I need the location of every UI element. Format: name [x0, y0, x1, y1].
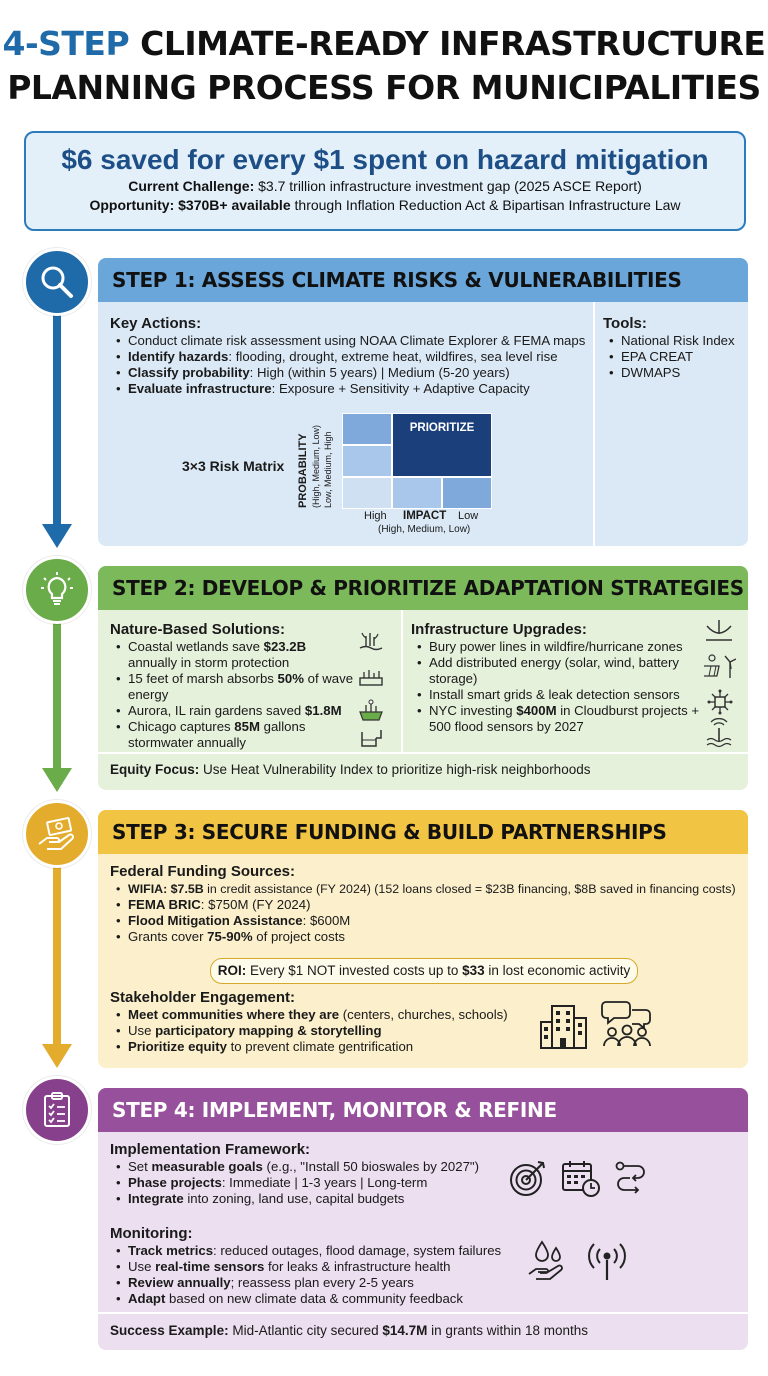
- list-item: • WIFIA: $7.5B in credit assistance (FY 2024) (152 loans closed = $23B financing, $8B saved in financing costs): [110, 881, 740, 897]
- list-item: • Phase projects: Immediate | 1-3 years | Long-term: [110, 1175, 530, 1191]
- savings-banner: [24, 131, 746, 231]
- step1-badge: [23, 248, 91, 316]
- equity-label: Equity Focus:: [110, 762, 200, 777]
- list-item: • Set measurable goals (e.g., "Install 50 bioswales by 2027"): [110, 1159, 530, 1175]
- list-item: • Use participatory mapping & storytelling: [110, 1023, 540, 1039]
- list-item: • Adapt based on new climate data & community feedback: [110, 1291, 540, 1307]
- monitoring: [110, 1224, 540, 1307]
- list-item: • NYC investing $400M in Cloudburst projects + 500 flood sensors by 2027: [411, 703, 701, 735]
- list-item: • FEMA BRIC: $750M (FY 2024): [110, 897, 740, 913]
- key-actions-list: [110, 333, 590, 397]
- step2-badge: [23, 556, 91, 624]
- step1-divider: [593, 302, 595, 546]
- step4-badge: [23, 1076, 91, 1144]
- lightbulb-icon: [37, 570, 77, 610]
- list-item: • Meet communities where they are (centers, churches, schools): [110, 1007, 540, 1023]
- list-item: • Flood Mitigation Assistance: $600M: [110, 913, 740, 929]
- matrix-x-title: IMPACT: [403, 510, 447, 522]
- tool-item: • EPA CREAT: [603, 349, 743, 365]
- list-item: • Install smart grids & leak detection sensors: [411, 687, 701, 703]
- step2-rail: [53, 610, 61, 770]
- list-item: • Bury power lines in wildfire/hurricane zones: [411, 639, 701, 655]
- stakeholder-list: [110, 1007, 540, 1055]
- clipboard-checklist-icon: [38, 1090, 76, 1130]
- step1-tools: [603, 314, 743, 381]
- tools-title: Tools:: [603, 315, 647, 332]
- challenge-label: Current Challenge:: [128, 178, 255, 194]
- implementation-framework: [110, 1140, 530, 1207]
- buried-cable-icon: [704, 618, 734, 644]
- workflow-icon: [612, 1158, 652, 1198]
- step3-rail: [53, 856, 61, 1046]
- title-line1: CLIMATE-READY INFRASTRUCTURE: [129, 24, 766, 63]
- success-label: Success Example:: [110, 1323, 229, 1338]
- flood-sensor-icon: [704, 718, 734, 748]
- banner-headline: $6 saved for every $1 spent on hazard mitigation: [61, 144, 709, 175]
- risk-matrix-label: 3×3 Risk Matrix: [182, 458, 285, 474]
- challenge-text: $3.7 trillion infrastructure investment gap (2025 ASCE Report): [254, 178, 642, 194]
- step1-heading: STEP 1: ASSESS CLIMATE RISKS & VULNERABILITIES: [98, 258, 748, 302]
- banner-challenge: [26, 177, 744, 196]
- step3-heading: STEP 3: SECURE FUNDING & BUILD PARTNERSHIPS: [98, 810, 748, 854]
- implementation-list: [110, 1159, 530, 1207]
- nature-based-solutions: [110, 620, 400, 751]
- step4-card: [98, 1088, 748, 1350]
- federal-funding: [110, 862, 740, 945]
- matrix-cell: [442, 477, 492, 509]
- step4-heading: STEP 4: IMPLEMENT, MONITOR & REFINE: [98, 1088, 748, 1132]
- water-hand-icon: [526, 1238, 574, 1284]
- step1-actions: [110, 314, 590, 397]
- roi-amount: $33: [462, 963, 485, 978]
- matrix-x-right: Low: [458, 510, 479, 522]
- tool-item: • National Risk Index: [603, 333, 743, 349]
- success-tail: in grants within 18 months: [427, 1323, 589, 1338]
- step2-card: [98, 566, 748, 790]
- page-title: [0, 22, 768, 110]
- equity-focus: [110, 762, 590, 777]
- calendar-clock-icon: [560, 1158, 602, 1198]
- roi-tail: in lost economic activity: [484, 963, 631, 978]
- matrix-y-axis-label: [294, 418, 338, 508]
- community-chat-icon: [598, 996, 656, 1054]
- signal-antenna-icon: [584, 1238, 630, 1284]
- matrix-x-sub: (High, Medium, Low): [378, 524, 471, 535]
- upgrades-title: Infrastructure Upgrades:: [411, 621, 587, 638]
- success-text: Mid-Atlantic city secured: [228, 1323, 383, 1338]
- list-item: • Aurora, IL rain gardens saved $1.8M: [110, 703, 355, 719]
- smart-grid-icon: [706, 688, 734, 716]
- step3-card: [98, 810, 748, 1068]
- matrix-y-title: PROBABILITY: [297, 433, 309, 508]
- wetland-icon: [358, 628, 384, 652]
- matrix-cell: [342, 477, 392, 509]
- success-amount: $14.7M: [382, 1323, 428, 1338]
- matrix-cell: [342, 413, 392, 445]
- implementation-title: Implementation Framework:: [110, 1141, 311, 1158]
- nbs-title: Nature-Based Solutions:: [110, 621, 286, 638]
- roi-callout: [210, 958, 638, 984]
- tool-item: • DWMAPS: [603, 365, 743, 381]
- opportunity-text: through Inflation Reduction Act & Bipartisan Infrastructure Law: [290, 197, 681, 213]
- list-item: • 15 feet of marsh absorbs 50% of wave energy: [110, 671, 355, 703]
- matrix-cell: [342, 445, 392, 477]
- matrix-y-sub: (High, Medium, Low): [311, 424, 321, 508]
- list-item: • Integrate into zoning, land use, capital budgets: [110, 1191, 530, 1207]
- upgrades-list: [411, 639, 701, 735]
- monitoring-title: Monitoring:: [110, 1225, 193, 1242]
- tools-list: [603, 333, 743, 381]
- title-line2: PLANNING PROCESS FOR MUNICIPALITIES: [7, 68, 761, 107]
- marsh-icon: [358, 666, 384, 688]
- matrix-y-ticks: Low, Medium, High: [323, 431, 333, 508]
- risk-matrix: [342, 413, 492, 509]
- solar-wind-icon: [704, 652, 736, 680]
- rain-garden-icon: [358, 698, 384, 722]
- list-item: • Chicago captures 85M gallons stormwater annually: [110, 719, 355, 751]
- step2-arrow: [42, 768, 72, 792]
- list-item: • Review annually; reassess plan every 2-5 years: [110, 1275, 540, 1291]
- matrix-x-left: High: [364, 510, 387, 522]
- list-item: • Identify hazards: flooding, drought, extreme heat, wildfires, sea level rise: [110, 349, 590, 365]
- step1-rail: [53, 300, 61, 526]
- step1-card: [98, 258, 748, 546]
- equity-text: Use Heat Vulnerability Index to prioritize high-risk neighborhoods: [199, 762, 591, 777]
- magnifier-icon: [37, 262, 77, 302]
- list-item: • Classify probability: High (within 5 years) | Medium (5-20 years): [110, 365, 590, 381]
- list-item: • Evaluate infrastructure: Exposure + Sensitivity + Adaptive Capacity: [110, 381, 590, 397]
- infrastructure-upgrades: [411, 620, 711, 735]
- target-icon: [508, 1158, 548, 1198]
- key-actions-title: Key Actions:: [110, 315, 202, 332]
- step3-badge: [23, 800, 91, 868]
- step2-heading: STEP 2: DEVELOP & PRIORITIZE ADAPTATION STRATEGIES: [98, 566, 748, 610]
- step2-divider-horizontal: [98, 752, 748, 754]
- list-item: • Add distributed energy (solar, wind, battery storage): [411, 655, 701, 687]
- list-item: • Use real-time sensors for leaks & infrastructure health: [110, 1259, 540, 1275]
- step4-divider: [98, 1312, 748, 1314]
- opportunity-amount: $370B+ available: [174, 197, 291, 213]
- title-accent: 4-STEP: [2, 24, 130, 63]
- cistern-icon: [358, 726, 384, 750]
- roi-text: Every $1 NOT invested costs up to: [246, 963, 463, 978]
- success-example: [110, 1323, 588, 1338]
- federal-funding-list: [110, 881, 740, 945]
- step2-divider-vertical: [401, 610, 403, 752]
- list-item: • Coastal wetlands save $23.2B annually in storm protection: [110, 639, 355, 671]
- monitoring-list: [110, 1243, 540, 1307]
- list-item: • Grants cover 75-90% of project costs: [110, 929, 740, 945]
- list-item: • Conduct climate risk assessment using NOAA Climate Explorer & FEMA maps: [110, 333, 590, 349]
- step1-arrow: [42, 524, 72, 548]
- nbs-list: [110, 639, 355, 751]
- stakeholder-engagement: [110, 988, 540, 1055]
- federal-funding-title: Federal Funding Sources:: [110, 863, 296, 880]
- step3-arrow: [42, 1044, 72, 1068]
- money-hand-icon: [36, 814, 78, 854]
- list-item: • Track metrics: reduced outages, flood damage, system failures: [110, 1243, 540, 1259]
- matrix-cell: [392, 477, 442, 509]
- opportunity-label: Opportunity:: [89, 197, 175, 213]
- building-icon: [538, 1000, 590, 1052]
- matrix-prioritize-zone: PRIORITIZE: [392, 413, 492, 477]
- roi-label: ROI:: [217, 963, 247, 978]
- list-item: • Prioritize equity to prevent climate gentrification: [110, 1039, 540, 1055]
- banner-opportunity: [26, 196, 744, 215]
- stakeholder-title: Stakeholder Engagement:: [110, 989, 296, 1006]
